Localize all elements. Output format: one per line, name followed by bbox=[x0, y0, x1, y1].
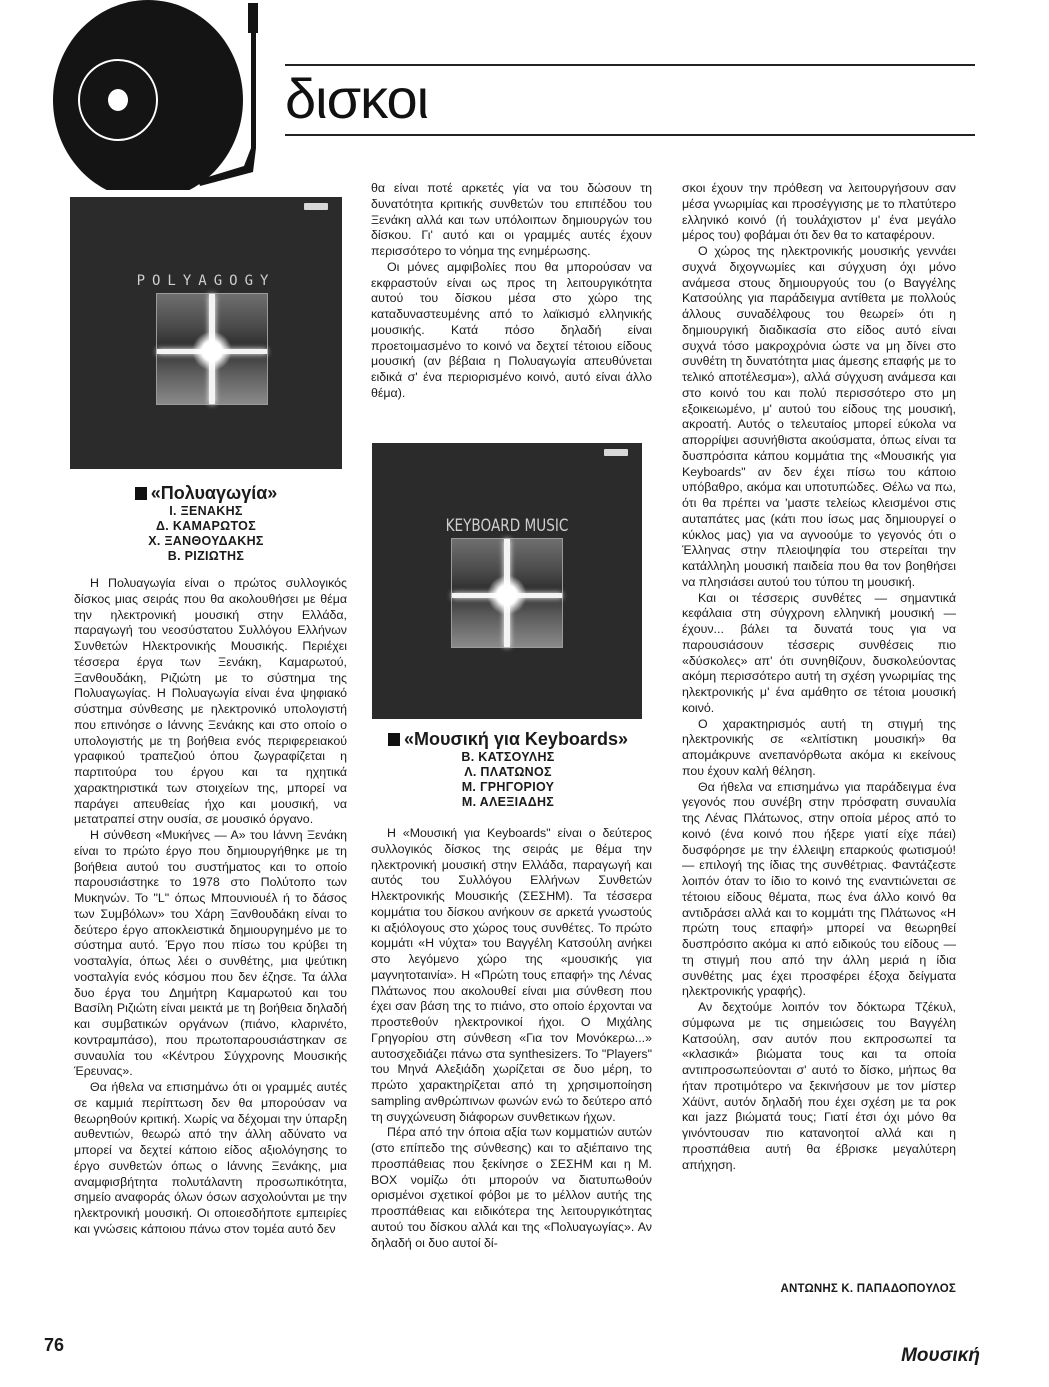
article-column-2-top bbox=[371, 181, 652, 402]
paragraph: Η Πολυαγωγία είναι ο πρώτος συλλογικός δίσκος μιας σειράς που θα ακολουθήσει με θέμα την ηλεκτρονική μουσική στην Ελλάδα, παραγωγή του νεοσύστατου Συλλόγου Ελλήνων Συνθετών Ηλεκτρονικής Μουσικής. Περιέχει τέσσερα έργα των Ξενάκη, Καμαρωτού, Ξανθουδάκη, Ριζιώτη με το σύστημα της Πολυαγωγίας. Η Πολυαγωγία είναι ένα ψηφιακό σύστημα σύνθεσης με ηλεκτρονικό υπολογιστή που επινόησε ο Ιάννης Ξενάκης και στο οποίο ο υπολογιστής με τη βοήθεια ενός περιφερειακού γραφικού τραπεζιού όπου ζωγραφίζεται η παρτιτούρα του έργου και τα ηχητικά χαρακτηριστικά των στοιχείων της, μπορεί να παράγει απευθείας ήχο και μουσική, να μετατραπεί στην ουσία, σε μουσικό όργανο. bbox=[74, 576, 347, 827]
paragraph: Ο χώρος της ηλεκτρονικής μουσικής γεννάει συχνά διχογνωμίες και σύγχυση όχι μόνο ανάμεσα στους δημιουργούς του (ο Βαγγέλης Κατσούλης για παράδειγμα αντίθετα με πολλούς άλλους συναδέλφους του θεωρεί» ότι η δημιουργική διαδικασία στο είδος αυτό είναι συχνά τόσο μακροχρόνια ώστε να μη δίνει στο συνθέτη τη δυνατότητα μιας άμεσης επαφής με το τελικό αποτέλεσμα»), αλλά σύγχυση ανάμεσα και στο κοινό του και πολύ περισσότερο στο μη εξοικειωμένο, μ' αυτού του είδους της μουσική, ακροατή. Αυτός ο τελευταίος μπορεί εύκολα να απορρίψει ασυνήθιστα ακούσματα, όπως είναι τα δυσπρόσιτα κάπου κομμάτια της «Μουσικής για Keyboards" αν δεν έχει πίσω του κάποιο υπόβαθρο, ακόμα και υποτυπώδες. Θέλω να πω, ότι θα πρέπει να 'μαστε τελείως κλεισμένοι στις αυταπάτες μας (κάτι που ίσως μας δημιουργεί ο κύκλος μας) για να αγνοούμε το γεγονός ότι ο Έλληνας στην πλειοψηφία του στερείται την κατάλληλη μουσική παιδεία που θα τον βοηθήσει να πλησιάσει αυτού του τύπου τη μουσική. bbox=[682, 244, 956, 589]
composer-name: Β. ΡΙΖΙΩΤΗΣ bbox=[167, 549, 245, 563]
cover-title: KEYBOARD MUSIC bbox=[445, 516, 569, 536]
turntable-record-icon bbox=[48, 0, 283, 190]
paragraph: σκοι έχουν την πρόθεση να λειτουργήσουν σαν μέσα γνωριμίας και προσέγγισης με το πλατύτερο ελληνικό κοινό (ή τουλάχιστον μ' ένα μεγάλο μέρος του) φοβάμαι ότι δεν θα το καταφέρουν. bbox=[682, 181, 956, 243]
paragraph: Η σύνθεση «Μυκήνες — Α» του Ιάννη Ξενάκη είναι το πρώτο έργο που δημιουργήθηκε με τη βοήθεια αυτού του συστήματος και το οποίο παρουσιάστηκε το 1978 στο Πολύτοπο των Μυκηνών. Το "L" όπως Μπουνιουέλ ή το δάσος των Συμβόλων» του Χάρη Ξανθουδάκη είναι το δεύτερο έργο αποκλειστικά δημιουργημένο με το σύστημα αυτό. Έργο που πίσω του κρύβει τη νοσταλγία, όπως λέει ο συνθέτης, μια ψεύτικη νοσταλγία ενός κόσμου που δεν έζησε. Τα άλλα δυο έργα του Δημήτρη Καμαρωτού και του Βασίλη Ριζιώτη είναι μεικτά με τη βοήθεια δηλαδή και συμβατικών οργάνων (πιάνο, κλαρινέτο, κοντραμπάσο), που πρωτοπαρουσιάστηκαν σε συναυλία του «Κέντρου Σύγχρονης Μουσικής Έρευνας». bbox=[74, 828, 347, 1079]
composer-name: Δ. ΚΑΜΑΡΩΤΟΣ bbox=[155, 519, 257, 533]
paragraph: Και οι τέσσερις συνθέτες — σημαντικά κεφάλαια στη σύγχρονη ελληνική μουσική — έχουν... βάλει τα δυνατά τους για να παρουσιάσουν τέσσερις συνθέσεις πιο «δύσκολες» απ' ότι συνηθίζουν, δυσκολεύοντας ακόμη περισσότερο αυτή τη σχέση γνωριμίας της ηλεκτρονικής μ' ένα αμάθητο σε τέτοια μουσική κοινό. bbox=[682, 590, 956, 715]
article-column-1 bbox=[74, 576, 347, 1238]
album-title: «Πολυαγωγία» bbox=[70, 482, 342, 504]
paragraph: Ο χαρακτηρισμός αυτή τη στιγμή της ηλεκτρονικής σε «ελιτίστικη μουσική» θα απομάκρυνε ανεπανόρθωτα ακόμα κι εκείνους που έχουν καλή θέληση. bbox=[682, 716, 956, 778]
paragraph: Θα ήθελα να επισημάνω για παράδειγμα ένα γεγονός που συνέβη στην πρόσφατη συναυλία της Λένας Πλάτωνος, στην οποία μέρος από το κοινό (ένα κοινό που ήξερε γιατί είχε πάει) δυσφόρησε με την έλλειψη επαρκούς φωτισμού! — επιλογή της ίδιας της συνθέτριας. Φαντάζεστε λοιπόν όταν το ίδιο το κοινό της εναντιώνεται σε τέτοιου είδους θέματα, πως ένα άλλο κοινό θα αντιδράσει αλλά και το κομμάτι της Πλάτωνος «Η πρώτη τους επαφή» μπορεί να θεωρηθεί δυσπρόσιτο ακόμα κι από ειδικούς του είδους — τη στιγμή που από την άλλη μεριά η ίδια συνθέτης μας έχει προσφέρει έξοχα δείγματα ηλεκτρονικής γραφής). bbox=[682, 779, 956, 999]
cover-artwork bbox=[451, 538, 563, 648]
author-signature: ΑΝΤΩΝΗΣ Κ. ΠΑΠΑΔΟΠΟΥΛΟΣ bbox=[780, 1283, 956, 1295]
paragraph: Αν δεχτούμε λοιπόν τον δόκτωρα Τζέκυλ, σύμφωνα με τις σημειώσεις του Βαγγέλη Κατσούλη, σαν αυτόν που εκπροσωπεί τα «κλασικά» βιώματα τους και τα οποία αντιπροσωπεύονται σ' αυτό το δίσκο, μήπως θα ήταν προτιμότερο να ξεκινήσουν με τον μίστερ Χάϋντ, αυτόν δηλαδή που έχει σχέση με τα ροκ και jazz βιώματά τους; Γιατί έτσι όχι μόνο θα γινόντουσαν πιο κατανοητοί αλλά και η προσπάθεια αυτή θα έβρισκε μεγαλύτερη απήχηση. bbox=[682, 1000, 956, 1172]
magazine-name: Μουσική bbox=[901, 1345, 980, 1366]
composer-name: Μ. ΑΛΕΞΙΑΔΗΣ bbox=[461, 795, 555, 809]
paragraph: Θα ήθελα να επισημάνω ότι οι γραμμές αυτές σε καμμιά περίπτωση δεν θα μπορούσαν να θεωρηθούν κριτική. Χωρίς να δέχομαι την ύπαρξη αυθεντιών, θεωρώ από την άλλη αδύνατο να μπορεί να δεχτεί κάποιο είδος αξιολόγησης το έργο συνθετών όπως ο Ιάννης Ξενάκης, μια αναμφισβήτητα πολυτάλαντη προσωπικότητα, σημείο αναφοράς όλων όσων ασχολούνται με την ηλεκτρονική μουσική. Οι οποιεσδήποτε εμπειρίες και γνώσεις κάποιου πάνω στον τομέα αυτό δεν bbox=[74, 1080, 347, 1236]
paragraph: Η «Μουσική για Keyboards" είναι ο δεύτερος συλλογικός δίσκος της σειράς με θέμα την ηλεκτρονική μουσική στην Ελλάδα, παραγωγή και αυτός του Συλλόγου Ελλήνων Συνθετών Ηλεκτρονικής Μουσικής (ΣΕΣΗΜ). Τα τέσσερα κομμάτια του δίσκου ανήκουν σε αρκετά γνωστούς κι αξιόλογους στο χώρος τους συνθέτες. Το πρώτο κομμάτι «Η νύχτα» του Βαγγέλη Κατσούλη ανήκει στο λεγόμενο χώρο της «μουσικής για μαγνητοταινία». Η «Πρώτη τους επαφή» της Λένας Πλάτωνος που ακολουθεί είναι μια σύνθεση που έχει σαν βάση της το πιάνο, στο οποίο έρχονται να προστεθούν ηλεκτρονικοί ήχοι. Ο Μιχάλης Γρηγορίου στη σύνθεση «Για τον Μονόκερω...» αυτοσχεδιάζει πάνω στα synthesizers. Το "Players" του Μηνά Αλεξιάδη χωρίζεται σε δυο μέρη, το πρώτο χαρακτηρίζεται από τη χρησιμοποίηση sampling ανθρώπινων φωνών ενώ το δεύτερο από τη συγχώνευση διάφορων συνθετικων ήχων. bbox=[371, 826, 652, 1124]
header-rule-top bbox=[285, 64, 975, 66]
article-column-2-bottom bbox=[371, 826, 652, 1251]
article-column-3 bbox=[682, 181, 956, 1173]
album-title: «Μουσική για Keyboards» bbox=[360, 728, 656, 750]
cover-title: POLYAGOGY bbox=[136, 273, 276, 289]
composer-name: Μ. ΓΡΗΓΟΡΙΟΥ bbox=[461, 780, 555, 794]
album-caption bbox=[70, 482, 342, 564]
section-title: δισκοι bbox=[285, 67, 429, 130]
cover-artwork bbox=[156, 293, 268, 405]
header-rule-bottom bbox=[285, 134, 975, 136]
album-cover-polyagogy bbox=[70, 197, 342, 469]
paragraph: Οι μόνες αμφιβολίες που θα μπορούσαν να εκφραστούν είναι ως προς τη λειτουργικότητα αυτού του δίσκου μέσα στο χώρο της καταδυναστευμένης από το λαϊκισμό ελληνικής μουσικής. Κατά πόσο δηλαδή είναι προετοιμασμένο το κοινό να δεχτεί τέτοιου είδους μουσική (αν βέβαια η Πολυαγωγία απευθύνεται ειδικά σ' ένα περιορισμένο κοινό, αυτό είναι άλλο θέμα). bbox=[371, 259, 652, 400]
composer-name: Χ. ΞΑΝΘΟΥΔΑΚΗΣ bbox=[148, 534, 264, 548]
album-caption bbox=[360, 728, 656, 810]
composer-name: Β. ΚΑΤΣΟΥΛΗΣ bbox=[461, 750, 555, 764]
paragraph: Πέρα από την όποια αξία των κομματιών αυτών (στο επίπεδο της σύνθεσης) και το αξιέπαινο της προσπάθειας που ξεκίνησε ο ΣΕΣΗΜ και η Μ. ΒΟΧ νομίζω ότι μπορούν να διατυπωθούν ορισμένοι σχετικοί φόβοι με το μέλλον αυτής της προσπάθειας και ειδικότερα της λειτουργικότητας αυτού του δίσκου αλλά και της «Πολυαγωγίας». Αν δηλαδή οι δυο αυτοί δί- bbox=[371, 1125, 652, 1250]
paragraph: θα είναι ποτέ αρκετές γία να του δώσουν τη δυνατότητα κριτικής συνθετών του επιπέδου του Ξενάκη αλλά και των υπόλοιπων δημιουργών του δίσκου. Γι' αυτό και οι γραμμές αυτές έχουν περισσότερο το νόημα της ενημέρωσης. bbox=[371, 181, 652, 258]
album-cover-keyboard-music bbox=[372, 443, 642, 719]
page-number: 76 bbox=[44, 1335, 65, 1355]
composer-name: Ι. ΞΕΝΑΚΗΣ bbox=[169, 504, 243, 518]
record-label-logo bbox=[604, 449, 628, 456]
composer-name: Λ. ΠΛΑΤΩΝΟΣ bbox=[464, 765, 552, 779]
record-label-logo bbox=[304, 203, 328, 210]
